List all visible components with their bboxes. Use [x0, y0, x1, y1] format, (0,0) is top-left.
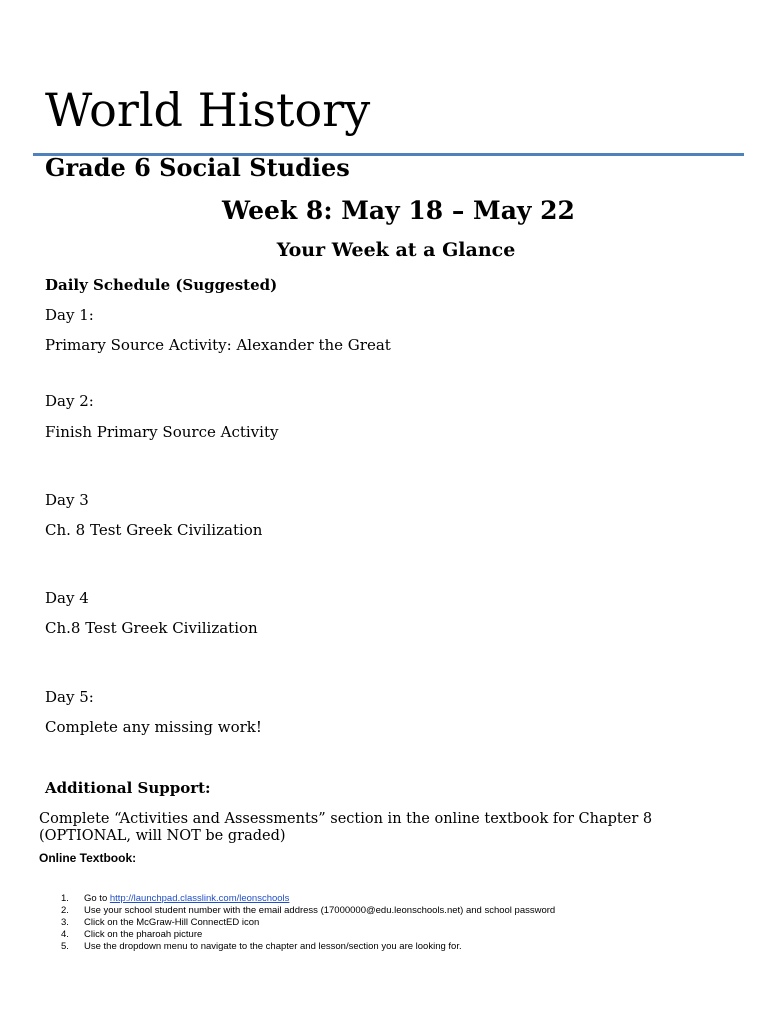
list-item [45, 929, 555, 941]
list-item [45, 941, 555, 953]
step-text: Click on the McGraw-Hill ConnectED icon [84, 917, 260, 928]
textbook-steps [45, 893, 555, 953]
step-number: 4. [61, 929, 69, 940]
day-label: Day 1: [45, 306, 94, 324]
step-text: Click on the pharoah picture [84, 929, 203, 940]
day-task: Ch. 8 Test Greek Civilization [45, 521, 263, 539]
schedule-heading: Daily Schedule (Suggested) [45, 276, 278, 294]
week-heading: Week 8: May 18 – May 22 [222, 196, 575, 225]
day-task: Finish Primary Source Activity [45, 423, 279, 441]
day-task: Primary Source Activity: Alexander the Great [45, 336, 391, 354]
day-label: Day 5: [45, 688, 94, 706]
step-number: 1. [61, 893, 69, 904]
support-text: Complete “Activities and Assessments” section in the online textbook for Chapter 8 (OPTIONAL, will NOT be graded) [39, 811, 653, 844]
document-title: World History [45, 83, 371, 137]
step-number: 3. [61, 917, 69, 928]
step-text: Use your school student number with the email address (17000000@edu.leonschools.net) and school password [84, 905, 556, 916]
support-heading: Additional Support: [45, 779, 211, 797]
list-item [45, 917, 555, 929]
day-label: Day 2: [45, 392, 94, 410]
step-text: Use the dropdown menu to navigate to the chapter and lesson/section you are looking for. [84, 941, 462, 952]
day-task: Complete any missing work! [45, 718, 262, 736]
launchpad-link[interactable]: http://launchpad.classlink.com/leonschools [109, 893, 290, 904]
day-label: Day 3 [45, 491, 89, 509]
list-item [45, 893, 555, 905]
day-label: Day 4 [45, 589, 89, 607]
day-task: Ch.8 Test Greek Civilization [45, 619, 258, 637]
document-subtitle: Grade 6 Social Studies [45, 153, 350, 182]
step-text: Go to [84, 893, 110, 904]
step-number: 5. [61, 941, 69, 952]
step-number: 2. [61, 905, 69, 916]
list-item [45, 905, 555, 917]
textbook-label: Online Textbook: [39, 851, 137, 865]
glance-heading: Your Week at a Glance [276, 239, 516, 261]
